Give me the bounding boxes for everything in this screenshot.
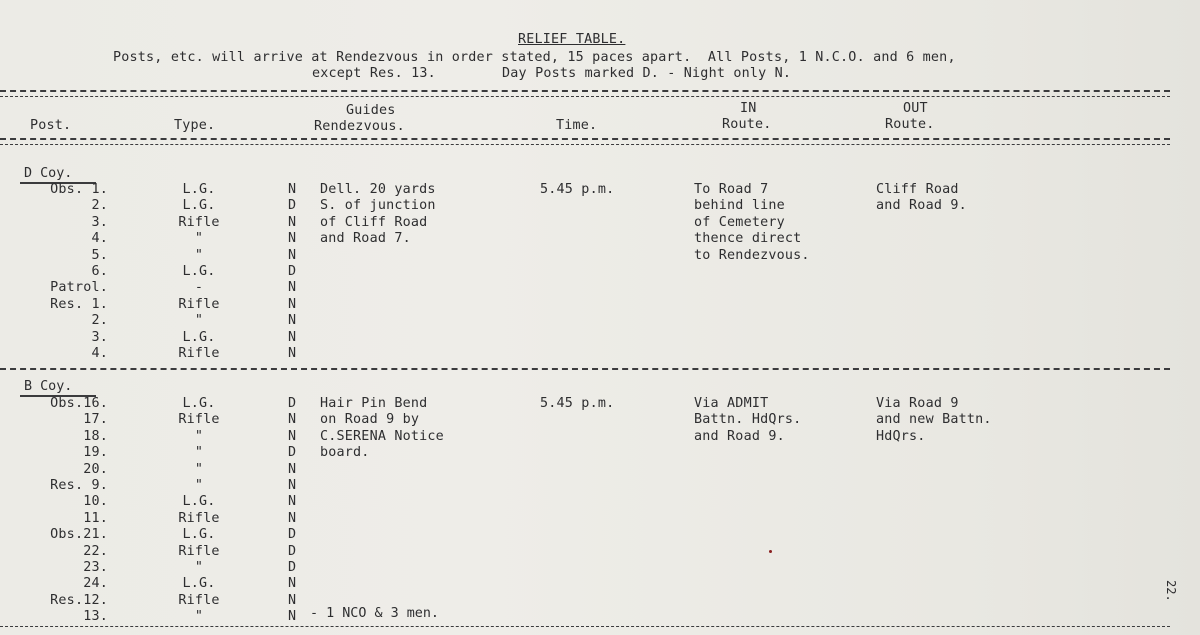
header-guides: Guides — [346, 103, 396, 118]
header-bottom-rule-2 — [0, 144, 1170, 145]
d-coy-in-route: To Road 7 behind line of Cemetery thence direct to Rendezvous. — [694, 182, 810, 263]
header-bottom-rule — [0, 138, 1170, 140]
header-in: IN — [740, 101, 757, 116]
b-coy-rendezvous: Hair Pin Bend on Road 9 by C.SERENA Notice board. — [320, 396, 444, 461]
header-out: OUT — [903, 101, 928, 116]
header-rendezvous: Rendezvous. — [314, 119, 405, 134]
header-post: Post. — [30, 118, 72, 133]
d-coy-label: D Coy. — [24, 166, 73, 181]
b-coy-day-night: D N N D N N N N D D D N N N — [288, 396, 297, 625]
b-coy-types: L.G. Rifle " " " " L.G. Rifle L.G. Rifle " L.G. Rifle " — [178, 396, 220, 625]
header-time: Time. — [556, 118, 598, 133]
res-13-note: - 1 NCO & 3 men. — [310, 606, 439, 621]
header-type: Type. — [174, 118, 216, 133]
d-coy-rendezvous: Dell. 20 yards S. of junction of Cliff Road and Road 7. — [320, 182, 436, 247]
b-coy-label: B Coy. — [24, 379, 73, 394]
d-coy-posts: Obs. 1. 2. 3. 4. 5. 6. Patrol. Res. 1. 2. 3. 4. — [50, 182, 108, 362]
d-coy-types: L.G. L.G. Rifle " " L.G. - Rifle " L.G. Rifle — [178, 182, 220, 362]
subtitle-line-1: Posts, etc. will arrive at Rendezvous in order stated, 15 paces apart. All Posts, 1 N.C.O. and 6 men, — [113, 50, 956, 65]
d-coy-day-night: N D N N N D N N N N N — [288, 182, 297, 362]
ink-speck — [769, 550, 772, 553]
header-top-rule-2 — [0, 96, 1170, 97]
header-top-rule — [0, 90, 1170, 92]
b-coy-time: 5.45 p.m. — [540, 396, 615, 411]
b-coy-in-route: Via ADMIT Battn. HdQrs. and Road 9. — [694, 396, 802, 444]
section-divider — [0, 368, 1170, 370]
b-coy-out-route: Via Road 9 and new Battn. HdQrs. — [876, 396, 992, 444]
subtitle-line-2: except Res. 13. Day Posts marked D. - Night only N. — [312, 66, 792, 81]
header-in-route: Route. — [722, 117, 772, 132]
b-coy-posts: Obs.16. 17. 18. 19. 20. Res. 9. 10. 11. Obs.21. 22. 23. 24. Res.12. 13. — [50, 396, 108, 625]
page-number: 22. — [1164, 580, 1178, 602]
footer-rule — [0, 626, 1170, 627]
header-out-route: Route. — [885, 117, 935, 132]
document-title: RELIEF TABLE. — [518, 32, 626, 47]
d-coy-out-route: Cliff Road and Road 9. — [876, 182, 967, 214]
d-coy-time: 5.45 p.m. — [540, 182, 615, 197]
